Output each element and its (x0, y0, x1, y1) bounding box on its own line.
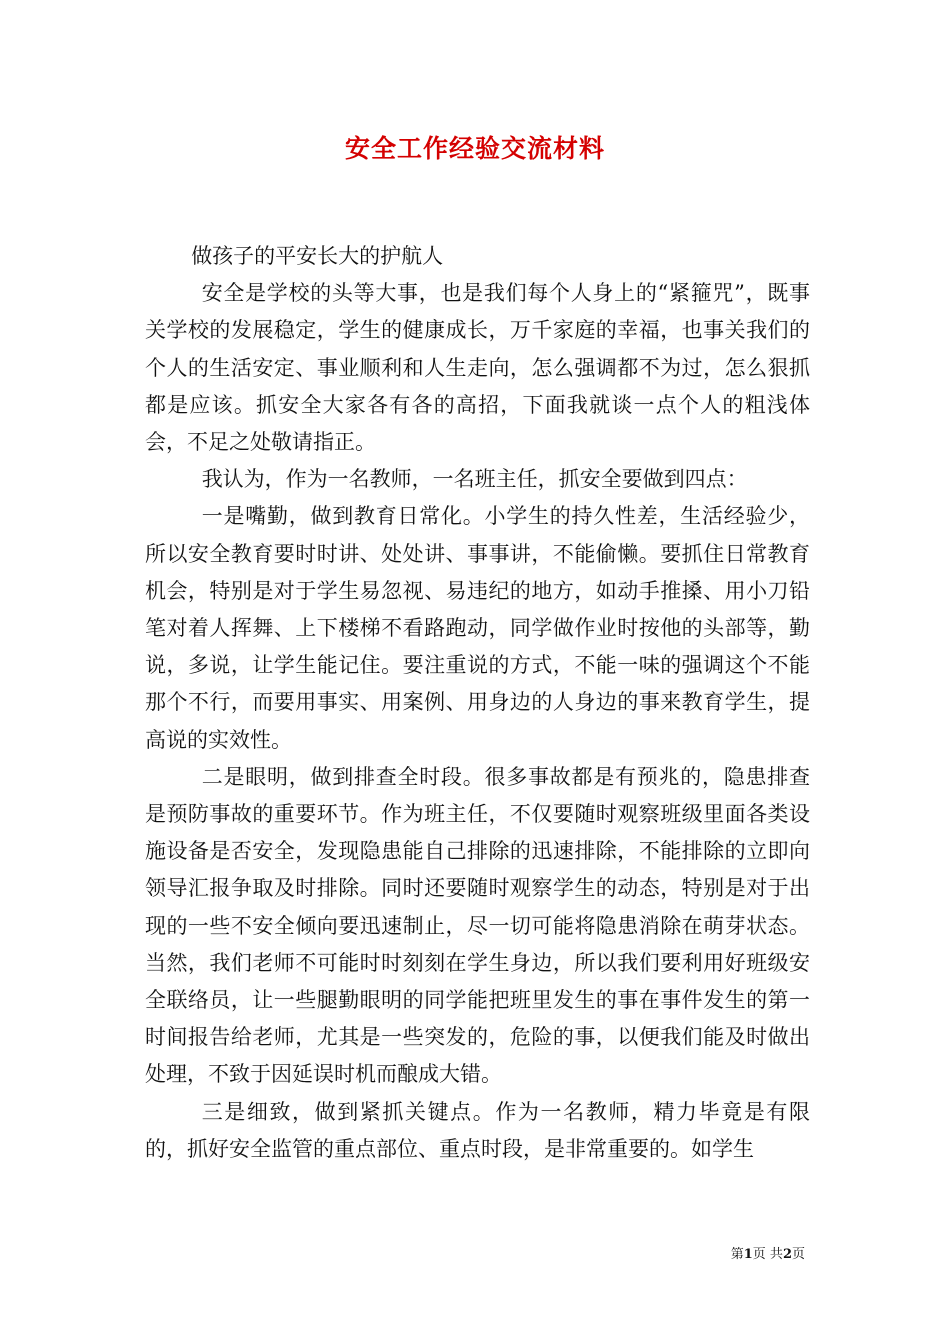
paragraph: 我认为，作为一名教师，一名班主任，抓安全要做到四点： (201, 467, 748, 492)
page-footer (731, 1246, 805, 1264)
footer-prefix: 第 (730, 1247, 744, 1262)
document-body (145, 238, 810, 1168)
total-pages-number: 2 (782, 1247, 792, 1262)
paragraph: 三是细致，做到紧抓关键点。作为一名教师，精力毕竟是有限的，抓好安全监管的重点部位、重点时段，是非常重要的。如学生 (145, 1099, 810, 1161)
paragraph: 一是嘴勤，做到教育日常化。小学生的持久性差，生活经验少，所以安全教育要时时讲、处处讲、事事讲，不能偷懒。要抓住日常教育机会，特别是对于学生易忽视、易违纪的地方，如动手推搡、用小刀铅笔对着人挥舞、上下楼梯不看路跑动，同学做作业时按他的头部等，勤说，多说，让学生能记住。要注重说的方式，不能一味的强调这个不能那个不行，而要用事实、用案例、用身边的人身边的事来教育学生，提高说的实效性。 (145, 504, 810, 752)
footer-suffix: 页 (791, 1247, 805, 1262)
current-page-number: 1 (743, 1247, 753, 1262)
paragraph: 安全是学校的头等大事，也是我们每个人身上的“紧箍咒”，既事关学校的发展稳定，学生的健康成长，万千家庭的幸福，也事关我们的个人的生活安定、事业顺利和人生走向，怎么强调都不为过，怎么狠抓都是应该。抓安全大家各有各的高招，下面我就谈一点个人的粗浅体会，不足之处敬请指正。 (145, 281, 810, 455)
document-title: 安全工作经验交流材料 (344, 134, 605, 163)
document-subtitle: 做孩子的平安长大的护航人 (191, 244, 444, 268)
footer-middle: 页 共 (752, 1247, 783, 1262)
paragraph: 二是眼明，做到排查全时段。很多事故都是有预兆的，隐患排查是预防事故的重要环节。作为班主任，不仅要随时观察班级里面各类设施设备是否安全，发现隐患能自己排除的迅速排除，不能排除的立即向领导汇报争取及时排除。同时还要随时观察学生的动态，特别是对于出现的一些不安全倾向要迅速制止，尽一切可能将隐患消除在萌芽状态。当然，我们老师不可能时时刻刻在学生身边，所以我们要利用好班级安全联络员，让一些腿勤眼明的同学能把班里发生的事在事件发生的第一时间报告给老师，尤其是一些突发的，危险的事，以便我们能及时做出处理，不致于因延误时机而酿成大错。 (145, 764, 810, 1087)
